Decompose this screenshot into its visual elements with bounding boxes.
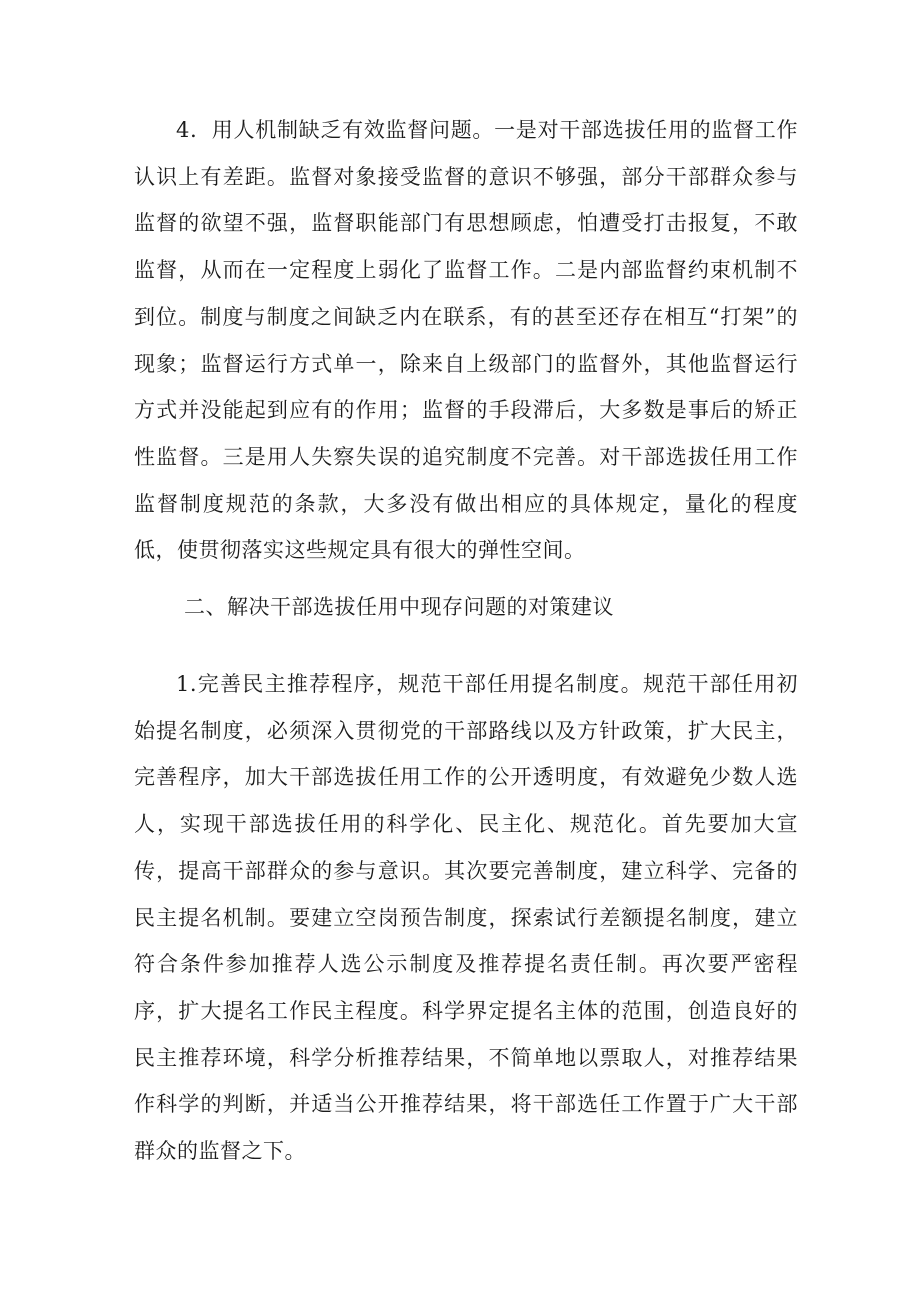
paragraph-supervision-issue: 4．用人机制缺乏有效监督问题。一是对干部选拔任用的监督工作认识上有差距。监督对象接受监督的意识不够强，部分干部群众参与监督的欲望不强，监督职能部门有思想顾虑，怕遭受打击报复，不敢监督，从而在一定程度上弱化了监督工作。二是内部监督约束机制不到位。制度与制度之间缺乏内在联系，有的甚至还存在相互“打架”的现象；监督运行方式单一，除来自上级部门的监督外，其他监督运行方式并没能起到应有的作用；监督的手段滞后，大多数是事后的矫正性监督。三是用人失察失误的追究制度不完善。对干部选拔任用工作监督制度规范的条款，大多没有做出相应的具体规定，量化的程度低，使贯彻落实这些规定具有很大的弹性空间。 (134, 118, 798, 563)
section-heading-countermeasures: 二、解决干部选拔任用中现存问题的对策建议 (184, 595, 614, 619)
paragraph-democratic-recommendation: 1.完善民主推荐程序，规范干部任用提名制度。规范干部任用初始提名制度，必须深入贯彻党的干部路线以及方针政策，扩大民主，完善程序，加大干部选拔任用工作的公开透明度，有效避免少数人选人，实现干部选拔任用的科学化、民主化、规范化。首先要加大宣传，提高干部群众的参与意识。其次要完善制度，建立科学、完备的民主提名机制。要建立空岗预告制度，探索试行差额提名制度，建立符合条件参加推荐人选公示制度及推荐提名责任制。再次要严密程序，扩大提名工作民主程度。科学界定提名主体的范围，创造良好的民主推荐环境，科学分析推荐结果，不简单地以票取人，对推荐结果作科学的判断，并适当公开推荐结果，将干部选任工作置于广大干部群众的监督之下。 (134, 672, 798, 1164)
